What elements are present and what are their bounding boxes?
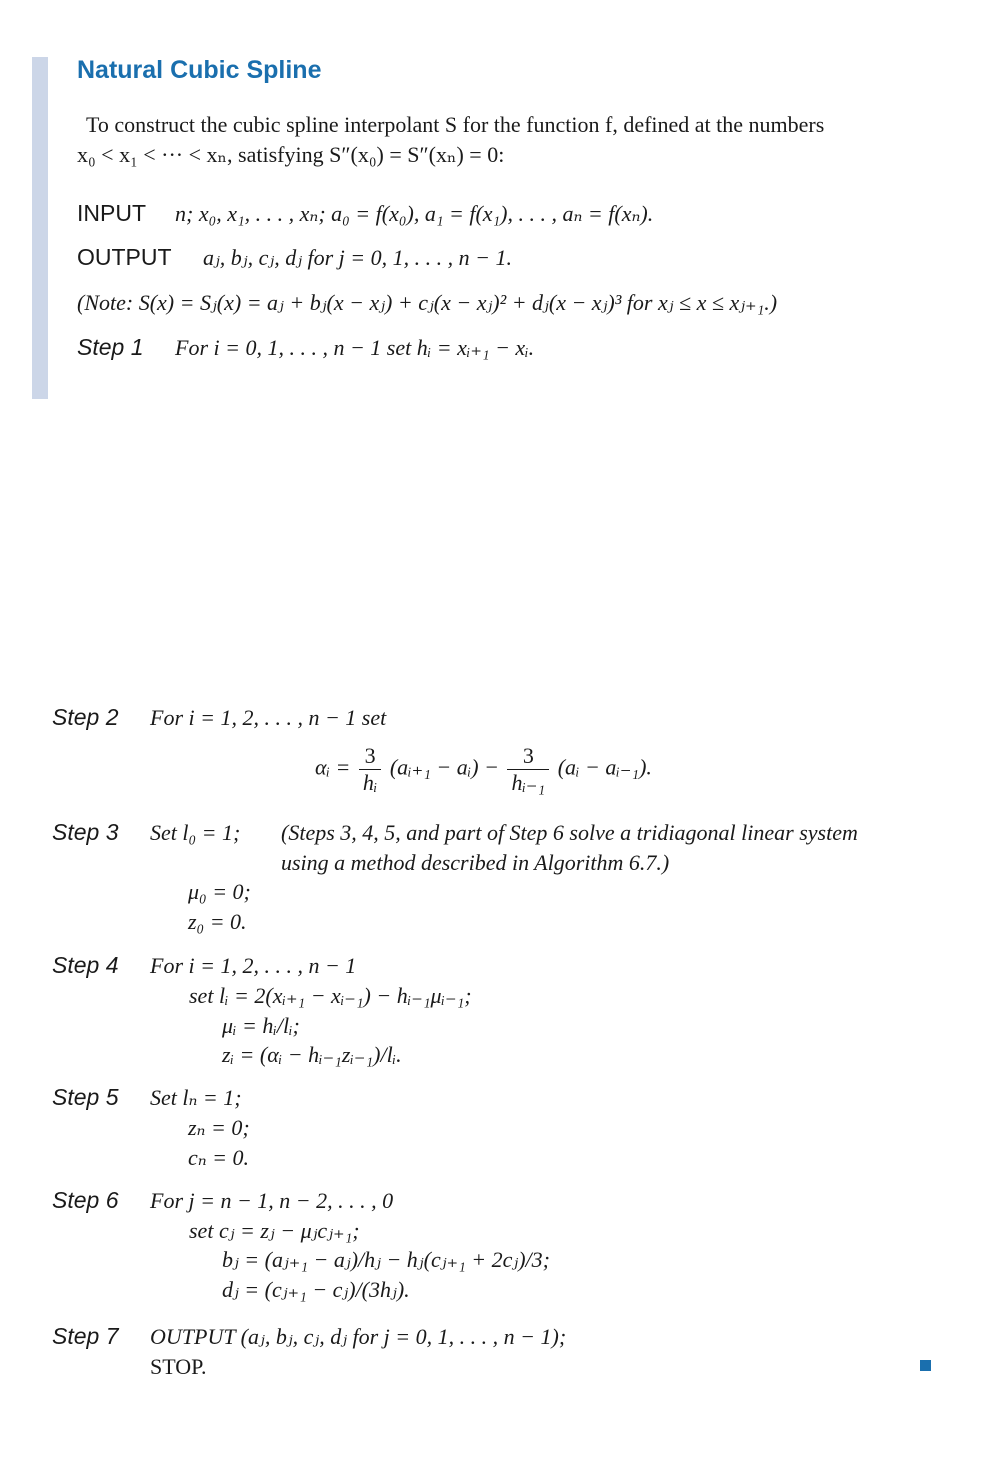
alpha-tail-term: (aᵢ − aᵢ₋₁). <box>557 754 652 780</box>
step-7-text: OUTPUT (aⱼ, bⱼ, cⱼ, dⱼ for j = 0, 1, . . . , n − 1); <box>150 1324 567 1349</box>
output-text: aⱼ, bⱼ, cⱼ, dⱼ for j = 0, 1, . . . , n − 1. <box>203 245 512 270</box>
note-text: (Note: S(x) = Sⱼ(x) = aⱼ + bⱼ(x − xⱼ) + cⱼ(x − xⱼ)² + dⱼ(x − xⱼ)³ for xⱼ ≤ x ≤ xⱼ₊₁.) <box>77 290 778 315</box>
alpha-formula <box>315 743 652 796</box>
step-5-text: Set lₙ = 1; <box>150 1085 242 1110</box>
alpha-middle-term: (aᵢ₊₁ − aᵢ) − <box>389 754 499 780</box>
output-label: OUTPUT <box>77 244 172 270</box>
step-1-text: For i = 0, 1, . . . , n − 1 set hᵢ = xᵢ₊₁ − xᵢ. <box>175 335 535 360</box>
step-3-note-line-2: using a method described in Algorithm 6.7.) <box>281 850 670 875</box>
section-sidebar-bar <box>32 57 48 399</box>
step-4-line-2: μᵢ = hᵢ/lᵢ; <box>222 1013 300 1038</box>
step-6-line-3: dⱼ = (cⱼ₊₁ − cⱼ)/(3hⱼ). <box>222 1277 410 1302</box>
step-3-z-line: z₀ = 0. <box>188 909 247 934</box>
step-3-note-line-1: (Steps 3, 4, 5, and part of Step 6 solve a tridiagonal linear system <box>281 820 858 845</box>
step-4-text: For i = 1, 2, . . . , n − 1 <box>150 953 357 978</box>
step-3-mu-line: μ₀ = 0; <box>188 879 251 904</box>
fraction-denominator: hᵢ <box>359 769 381 796</box>
intro-line-1: To construct the cubic spline interpolant S for the function f, defined at the numbers <box>86 112 825 137</box>
step-6-label: Step 6 <box>52 1187 119 1213</box>
step-6-text: For j = n − 1, n − 2, . . . , 0 <box>150 1188 394 1213</box>
alpha-lhs: αᵢ = <box>315 754 351 780</box>
input-text: n; x₀, x₁, . . . , xₙ; a₀ = f(x₀), a₁ = f(x₁), . . . , aₙ = f(xₙ). <box>175 201 654 226</box>
step-7-label: Step 7 <box>52 1323 119 1349</box>
step-5-line-2: cₙ = 0. <box>188 1145 250 1170</box>
fraction-numerator: 3 <box>364 743 376 768</box>
intro-line-2: x₀ < x₁ < ··· < xₙ, satisfying S″(x₀) = S″(xₙ) = 0: <box>77 142 505 167</box>
step-3-label: Step 3 <box>52 819 119 845</box>
fraction-3-over-h-prev <box>507 743 549 796</box>
step-7-stop: STOP. <box>150 1354 207 1379</box>
fraction-3-over-h <box>359 743 381 796</box>
step-1-label: Step 1 <box>77 334 144 360</box>
input-label: INPUT <box>77 200 146 226</box>
step-2-label: Step 2 <box>52 704 119 730</box>
step-6-line-1: set cⱼ = zⱼ − μⱼcⱼ₊₁; <box>189 1218 360 1243</box>
step-5-label: Step 5 <box>52 1084 119 1110</box>
fraction-denominator: hᵢ₋₁ <box>507 769 549 796</box>
step-4-line-3: zᵢ = (αᵢ − hᵢ₋₁zᵢ₋₁)/lᵢ. <box>222 1042 402 1067</box>
end-of-algorithm-square-icon <box>920 1360 931 1371</box>
step-3-text: Set l₀ = 1; <box>150 820 241 845</box>
step-2-text: For i = 1, 2, . . . , n − 1 set <box>150 705 387 730</box>
step-5-line-1: zₙ = 0; <box>188 1115 250 1140</box>
step-6-line-2: bⱼ = (aⱼ₊₁ − aⱼ)/hⱼ − hⱼ(cⱼ₊₁ + 2cⱼ)/3; <box>222 1247 550 1272</box>
step-4-label: Step 4 <box>52 952 119 978</box>
algorithm-title: Natural Cubic Spline <box>77 56 322 84</box>
fraction-numerator: 3 <box>522 743 534 768</box>
step-4-line-1: set lᵢ = 2(xᵢ₊₁ − xᵢ₋₁) − hᵢ₋₁μᵢ₋₁; <box>189 983 472 1008</box>
